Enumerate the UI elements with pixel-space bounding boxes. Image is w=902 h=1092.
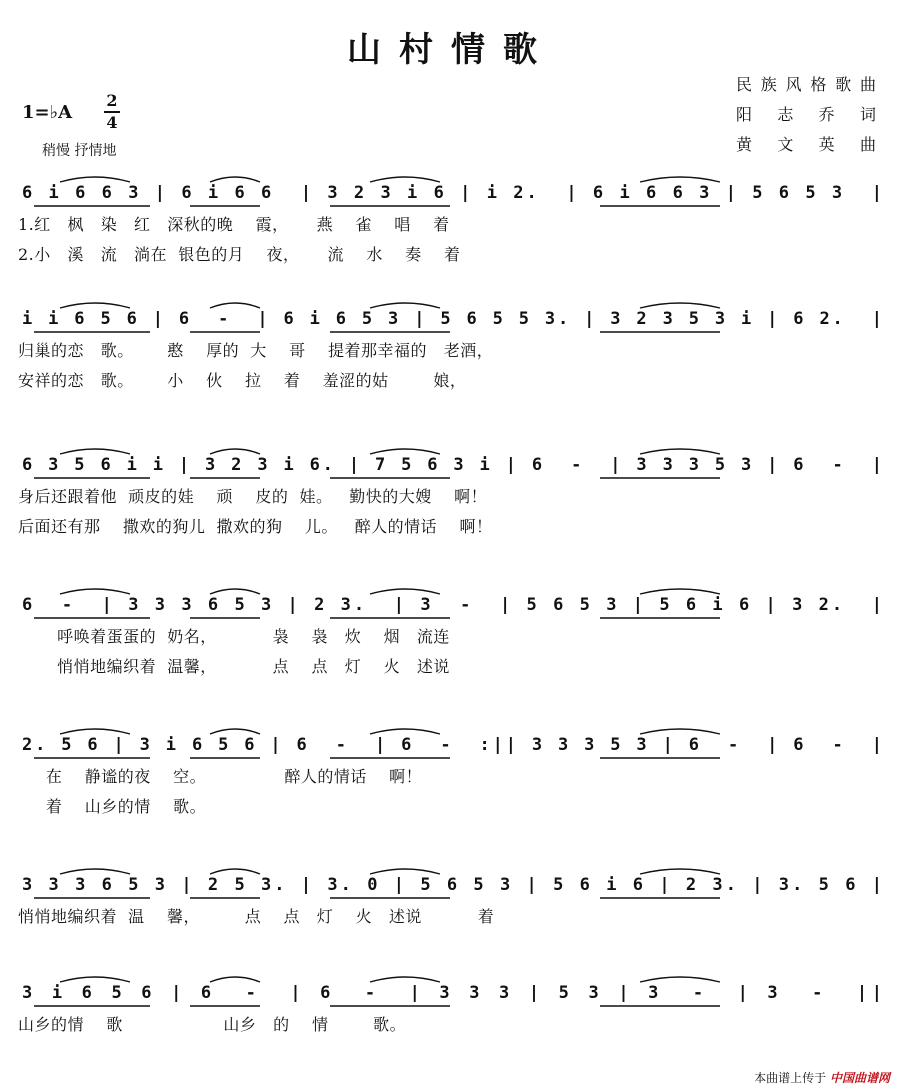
slur-mark	[210, 589, 260, 594]
lyric-line: 身后还跟着他 顽皮的娃 顽 皮的 娃。 勤快的大嫂 啊！	[18, 487, 488, 506]
slur-mark	[370, 589, 440, 594]
credit-lyricist: 阳 志 乔 词	[736, 105, 876, 124]
slur-mark	[60, 589, 130, 594]
time-signature	[104, 92, 120, 132]
slur-mark	[640, 303, 720, 308]
slur-mark	[60, 177, 130, 182]
slur-mark	[640, 449, 720, 454]
notation-line	[0, 728, 902, 768]
slur-mark	[210, 869, 260, 874]
slur-mark	[60, 303, 130, 308]
lyric-line: 1.红 枫 染 红 深秋的晚 霞， 燕 雀 唱 着	[18, 215, 450, 234]
lyric-line: 呼唤着蛋蛋的 奶名， 袅 袅 炊 烟 流连	[18, 627, 450, 646]
slur-mark	[210, 303, 260, 308]
jianpu-notes: i i 6 5 6 | 6 - | 6 i 6 5 3 | 5 6 5 5 3. | 3 2 3 5 3 i | 6 2. |	[22, 309, 882, 329]
slur-mark	[370, 869, 440, 874]
notation-svg	[0, 868, 902, 908]
slur-mark	[370, 729, 440, 734]
key-text: 1=♭A	[22, 102, 73, 123]
footer-brand: 中国曲谱网	[829, 1071, 890, 1085]
notation-svg	[0, 176, 902, 216]
credit-style: 民族风格歌曲	[736, 75, 876, 94]
credit-composer: 黄 文 英 曲	[736, 135, 876, 154]
footer-prefix: 本曲谱上传于	[754, 1071, 827, 1085]
slur-mark	[640, 729, 720, 734]
lyric-line: 安祥的恋 歌。 小 伙 拉 着 羞涩的姑 娘，	[18, 371, 467, 390]
notation-svg	[0, 588, 902, 628]
lyric-line: 着 山乡的情 歌。	[18, 797, 207, 816]
jianpu-notes: 6 i 6 6 3 | 6 i 6 6 | 3 2 3 i 6 | i 2. | 6 i 6 6 3 | 5 6 5 3 |	[22, 183, 882, 203]
lyric-line: 在 静谧的夜 空。 醉人的情话 啊！	[18, 767, 423, 786]
credits-block	[736, 70, 876, 160]
upload-footer	[754, 1069, 890, 1086]
meter-top: 2	[106, 91, 118, 110]
slur-mark	[640, 869, 720, 874]
lyric-line: 悄悄地编织着 温馨， 点 点 灯 火 述说	[18, 657, 450, 676]
slur-mark	[370, 449, 440, 454]
jianpu-notes: 3 3 3 6 5 3 | 2 5 3. | 3. 0 | 5 6 5 3 | 5 6 i 6 | 2 3. | 3. 5 6 |	[22, 875, 882, 895]
song-title: 山村情歌	[347, 30, 555, 70]
meter-bottom: 4	[106, 113, 118, 132]
slur-mark	[640, 977, 720, 982]
lyric-line: 悄悄地编织着 温 馨， 点 点 灯 火 述说 着	[18, 907, 495, 926]
notation-svg	[0, 976, 902, 1016]
jianpu-notes: 6 - | 3 3 3 6 5 3 | 2 3. | 3 - | 5 6 5 3 | 5 6 i 6 | 3 2. |	[22, 595, 882, 615]
slur-mark	[640, 177, 720, 182]
lyric-line: 后面还有那 撒欢的狗儿 撒欢的狗 儿。 醉人的情话 啊！	[18, 517, 493, 536]
slur-mark	[60, 729, 130, 734]
slur-mark	[210, 449, 260, 454]
notation-line	[0, 302, 902, 342]
notation-line	[0, 448, 902, 488]
notation-svg	[0, 728, 902, 768]
slur-mark	[370, 303, 440, 308]
lyric-line: 山乡的情 歌 山乡 的 情 歌。	[18, 1015, 407, 1034]
slur-mark	[370, 977, 440, 982]
notation-svg	[0, 448, 902, 488]
slur-mark	[210, 729, 260, 734]
notation-line	[0, 588, 902, 628]
notation-line	[0, 976, 902, 1016]
slur-mark	[210, 977, 260, 982]
notation-line	[0, 176, 902, 216]
notation-line	[0, 868, 902, 908]
slur-mark	[60, 977, 130, 982]
slur-mark	[60, 449, 130, 454]
lyric-line: 归巢的恋 歌。 憨 厚的 大 哥 提着那幸福的 老酒，	[18, 341, 494, 360]
slur-mark	[60, 869, 130, 874]
jianpu-notes: 6 3 5 6 i i | 3 2 3 i 6. | 7 5 6 3 i | 6 - | 3 3 3 5 3 | 6 - |	[22, 455, 882, 475]
lyric-line: 2.小 溪 流 淌在 银色的月 夜， 流 水 奏 着	[18, 245, 461, 264]
tempo-marking: 稍慢 抒情地	[42, 143, 117, 159]
jianpu-notes: 3 i 6 5 6 | 6 - | 6 - | 3 3 3 | 5 3 | 3 - | 3 - ||	[22, 983, 883, 1003]
slur-mark	[210, 177, 260, 182]
jianpu-notes: 2. 5 6 | 3 i 6 5 6 | 6 - | 6 - :|| 3 3 3 5 3 | 6 - | 6 - |	[22, 735, 882, 755]
slur-mark	[640, 589, 720, 594]
slur-mark	[370, 177, 440, 182]
notation-svg	[0, 302, 902, 342]
